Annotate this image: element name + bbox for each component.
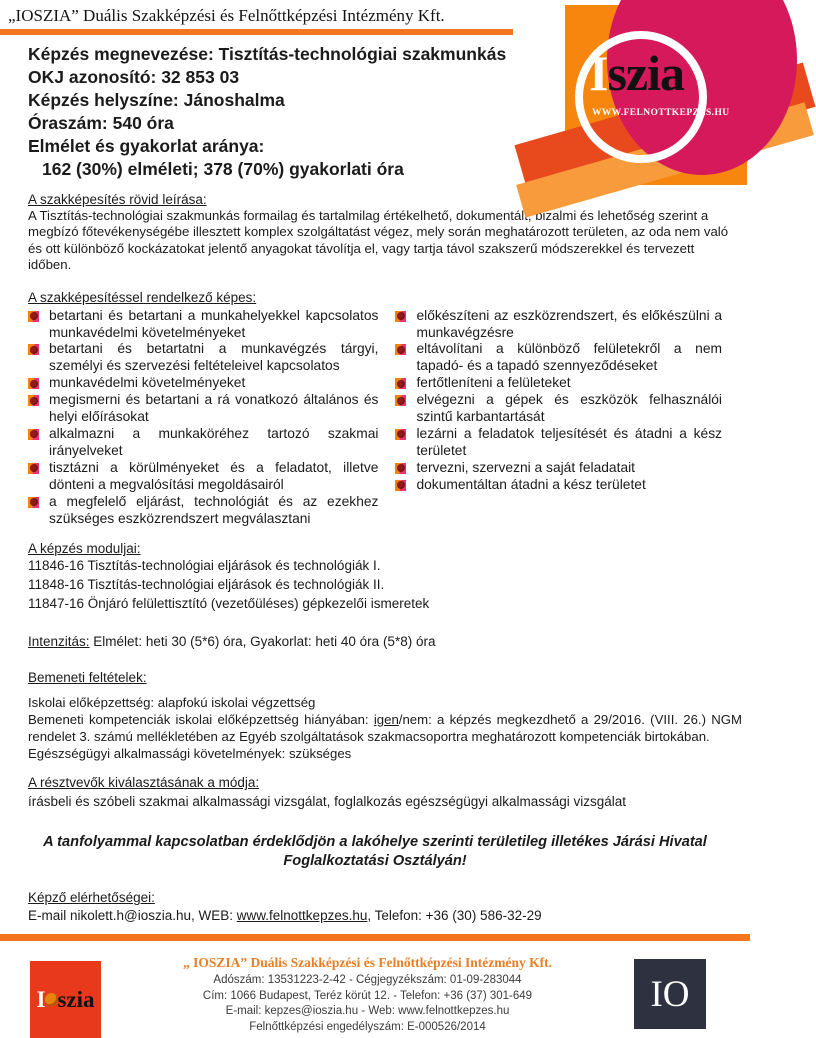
competency-text: eltávolítani a különböző felületekről a nem tapadó- és a tapadó szennyeződéseket (416, 341, 722, 374)
list-item (395, 426, 722, 460)
notice-text: A tanfolyammal kapcsolatban érdeklődjön a lakóhelye szerinti területileg illetékes Járási Hivatal Foglalkoztatási Osztályán! (43, 834, 707, 870)
header-divider-bar (0, 29, 513, 35)
competency-text: tisztázni a körülményeket és a feladatot, illetve dönteni a megvalósítási megoldásairól (49, 459, 379, 492)
list-item (28, 375, 378, 392)
description-body: A Tisztítás-technológiai szakmunkás formailag és tartalmilag értékelhető, dokumentált, bizalmi és lehetőség szerint a megbízó főtevékenységébe illesztett komplex szolgáltatást végez, mely során meghatározott területen, az oda nem való és ott különböző kockázatokat jelentő anyagokat távolítja el, vagy tartja távol szakszerű módszerekkel és tervezett időben. (28, 208, 729, 273)
course-location: Képzés helyszíne: Jánoshalma (28, 90, 285, 110)
competency-text: betartani és betartani a munkahelyekkel kapcsolatos munkavédelmi követelményeket (49, 307, 379, 340)
footer-io-logo: IO (634, 959, 706, 1029)
list-item (395, 308, 722, 342)
competency-text: alkalmazni a munkaköréhez tartozó szakmai irányelveket (49, 425, 379, 458)
ioszia-bullet-icon (395, 480, 406, 491)
footer-tax-line: Adószám: 13531223-2-42 - Cégjegyzékszám: 01-09-283044 (213, 974, 522, 987)
selection-heading: A résztvevők kiválasztásának a módja: (28, 775, 260, 791)
competency-text: előkészíteni az eszközrendszert, és előkészülni a munkavégzésre (416, 307, 722, 340)
ioszia-logo (565, 5, 747, 185)
competencies-right-column (395, 308, 722, 528)
course-okj-id: OKJ azonosító: 32 853 03 (28, 67, 240, 87)
logo-letters-szia: szia (607, 45, 685, 101)
ioszia-bullet-icon (28, 311, 39, 322)
entry-competencies-post: /nem: a képzés megkezdhető a 29/2016. (VIII. 26.) NGM rendelet 3. számú mellékletében az Egyéb szolgáltatások szakmacsoportra meghatározott kompetenciák birtokában. (28, 712, 742, 745)
competency-text: megismerni és betartani a rá vonatkozó általános és helyi előírásokat (49, 392, 379, 425)
contact-line (28, 908, 722, 923)
entry-line-health: Egészségügyi alkalmassági követelmények: szükséges (28, 746, 352, 762)
course-ratio-label: Elmélet és gyakorlat aránya: (28, 136, 265, 156)
list-item (395, 477, 722, 494)
contact-heading: Képző elérhetőségei: (28, 890, 155, 906)
ioszia-bullet-icon (28, 378, 39, 389)
footer-email-line: E-mail: kepzes@ioszia.hu - Web: www.felnottkepzes.hu (225, 1005, 510, 1018)
ioszia-bullet-icon (395, 395, 406, 406)
ioszia-bullet-icon (28, 395, 39, 406)
list-item (28, 308, 378, 342)
competency-text: fertőtleníteni a felületeket (416, 375, 571, 391)
ioszia-bullet-icon (28, 344, 39, 355)
ioszia-bullet-icon (28, 497, 39, 508)
competency-text: a megfelelő eljárást, technológiát és az ezekhez szükséges eszközrendszert megválasztani (49, 493, 379, 526)
course-ratio-value: 162 (30%) elméleti; 378 (70%) gyakorlati óra (42, 159, 404, 179)
entry-line-schooling: Iskolai előképzettség: alapfokú iskolai végzettség (28, 695, 316, 711)
list-item (395, 341, 722, 375)
list-item (28, 494, 378, 528)
ioszia-bullet-icon (395, 429, 406, 440)
module-item: 11847-16 Önjáró felülettisztító (vezetőüléses) gépkezelői ismeretek (28, 596, 430, 612)
entry-line-competencies (28, 711, 742, 745)
list-item (28, 392, 378, 426)
description-heading: A szakképesítés rövid leírása: (28, 192, 207, 207)
module-item: 11846-16 Tisztítás-technológiai eljárások és technológiák I. (28, 558, 381, 574)
footer-address-line: Cím: 1066 Budapest, Teréz körút 12. - Telefon: +36 (37) 301-649 (202, 989, 533, 1002)
intensity-line (28, 634, 722, 649)
ioszia-bullet-icon (395, 463, 406, 474)
competency-text: elvégezni a gépek és eszközök felhasználói szintű karbantartását (416, 392, 722, 425)
module-item: 11848-16 Tisztítás-technológiai eljárások és technológiák II. (28, 577, 385, 593)
competency-text: munkavédelmi követelményeket (49, 375, 246, 391)
ioszia-bullet-icon (395, 378, 406, 389)
footer-logo-letters-szia: szia (57, 986, 95, 1012)
footer-license-line: Felnőttképzési engedélyszám: E-000526/2014 (249, 1020, 486, 1033)
competency-text: lezárni a feladatok teljesítését és átadni a kész területet (416, 425, 722, 458)
footer-logo-letter-i: I (36, 986, 46, 1012)
footer-ioszia-logo (30, 961, 101, 1038)
ioszia-bullet-icon (395, 311, 406, 322)
list-item (28, 341, 378, 375)
entry-requirements-heading: Bemeneti feltételek: (28, 670, 147, 686)
competency-text: dokumentáltan átadni a kész területet (416, 476, 646, 492)
course-hours: Óraszám: 540 óra (28, 113, 174, 133)
ioszia-bullet-icon (28, 429, 39, 440)
list-item (28, 426, 378, 460)
footer-company-name: „ IOSZIA” Duális Szakképzési és Felnőttképzési Intézmény Kft. (183, 955, 552, 971)
entry-competencies-yes: igen (373, 712, 399, 728)
logo-wordmark (589, 47, 684, 99)
selection-body: írásbeli és szóbeli szakmai alkalmassági vizsgálat, foglalkozás egészségügyi alkalmassági vizsgálat (28, 794, 627, 810)
intensity-label: Intenzitás: (28, 634, 90, 650)
list-item (395, 375, 722, 392)
entry-competencies-pre: Bemeneti kompetenciák iskolai előképzettség hiányában: (28, 712, 374, 728)
document-header-title: „IOSZIA” Duális Szakképzési és Felnőttképzési Intézmény Kft. (8, 6, 445, 25)
competency-text: betartani és betartatni a munkavégzés tárgyi, személyi és szervezési feltételeivel kapcsolatos (49, 341, 379, 374)
logo-website-text: WWW.FELNOTTKEPZES.HU (592, 108, 730, 118)
ioszia-bullet-icon (28, 463, 39, 474)
website-link[interactable]: www.felnottkepzes.hu (236, 908, 368, 924)
list-item (28, 460, 378, 494)
competencies-columns (28, 308, 722, 528)
contact-phone-text: , Telefon: +36 (30) 586-32-29 (367, 908, 542, 924)
footer-company-info (101, 954, 634, 1035)
contact-email-text: E-mail nikolett.h@ioszia.hu, WEB: (28, 908, 237, 924)
course-title: Képzés megnevezése: Tisztítás-technológiai szakmunkás (28, 44, 507, 64)
ioszia-bullet-icon (395, 344, 406, 355)
footer-divider-bar (0, 934, 750, 941)
competencies-heading: A szakképesítéssel rendelkező képes: (28, 289, 257, 305)
competencies-left-column (28, 308, 378, 528)
footer (0, 941, 750, 1038)
competency-text: tervezni, szervezni a saját feladatait (416, 459, 636, 475)
logo-letter-i: I (589, 45, 608, 101)
entry-requirements-body (28, 694, 742, 762)
list-item (395, 392, 722, 426)
list-item (395, 460, 722, 477)
modules-heading: A képzés moduljai: (28, 541, 141, 557)
course-info-block (28, 43, 576, 181)
intensity-value: Elmélet: heti 30 (5*6) óra, Gyakorlat: heti 40 óra (5*8) óra (89, 634, 436, 650)
